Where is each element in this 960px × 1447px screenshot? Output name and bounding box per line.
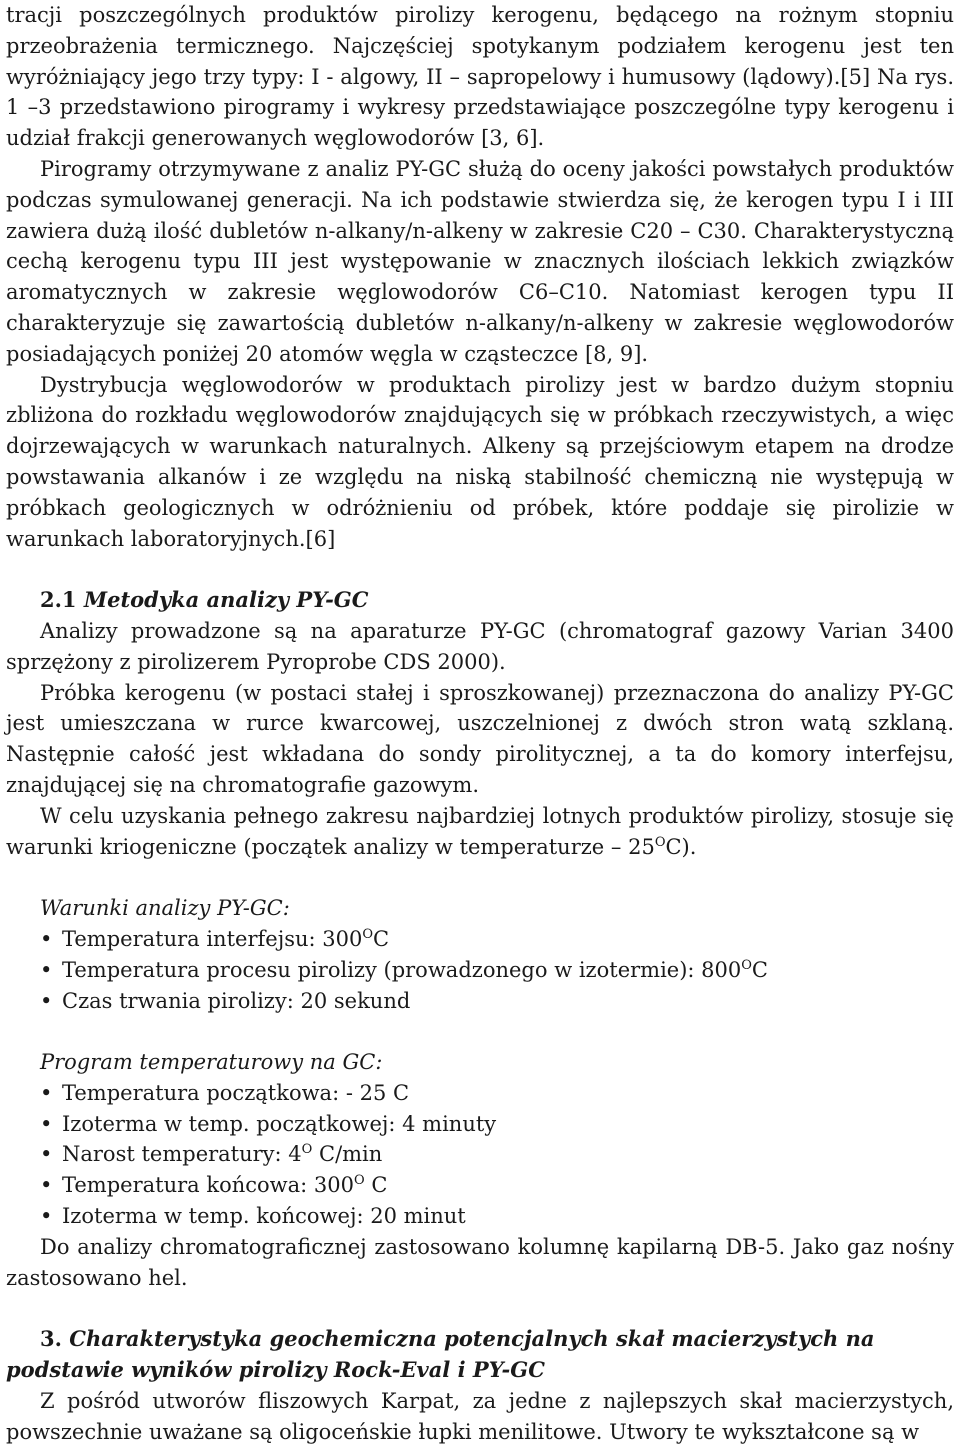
item-text: Izoterma w temp. początkowej: 4 minuty — [62, 1111, 497, 1136]
list-item — [40, 1201, 954, 1232]
list-item — [40, 955, 954, 986]
item-text: C/min — [312, 1142, 383, 1167]
item-text: Narost temperatury: 4 — [62, 1142, 302, 1167]
superscript: O — [353, 1173, 365, 1189]
text-run: W celu uzyskania pełnego zakresu najbardziej lotnych produktów pirolizy, stosuje się warunki kriogeniczne (początek analizy w temperaturze – 25 — [6, 803, 954, 859]
item-text: Temperatura końcowa: 300 — [62, 1173, 354, 1198]
item-text: C — [373, 926, 390, 951]
superscript: O — [741, 957, 752, 973]
list-item — [40, 986, 954, 1017]
spacer — [6, 862, 954, 893]
superscript: O — [362, 926, 374, 942]
list-item — [40, 924, 954, 955]
paragraph-probka: Próbka kerogenu (w postaci stałej i sproszkowanej) przeznaczona do analizy PY-GC jest umieszczana w rurce kwarcowej, uszczelnionej z dwóch stron watą szklaną. Następnie całość jest wkładana do sondy pirolitycznej, a ta do komory interfejsu, znajdującej się na chromatografie gazowym. — [6, 680, 954, 797]
list-item — [40, 1139, 954, 1170]
paragraph-dystrybucja: Dystrybucja węglowodorów w produktach pirolizy jest w bardzo dużym stopniu zbliżona do rozkładu węglowodorów znajdujących się w próbkach rzeczywistych, a więc dojrzewających w warunkach naturalnych. Alkeny są przejściowym etapem na drodze powstawania alkanów i ze względu na niską stabilność chemiczną nie występują w próbkach geologicznych w odróżnieniu od próbek, które poddaje się pirolizie w warunkach laboratoryjnych.[6] — [6, 372, 954, 551]
list-item — [40, 1109, 954, 1140]
item-text: C — [364, 1173, 388, 1198]
program-label: Program temperaturowy na GC: — [40, 1050, 383, 1075]
section-number: 3. — [40, 1326, 62, 1352]
superscript: O — [301, 1142, 313, 1158]
paragraph-intro: tracji poszczególnych produktów pirolizy kerogenu, będącego na rożnym stopniu przeobrażenia termicznego. Najczęściej spotykanym podziałem kerogenu jest ten wyróżniający jego trzy typy: I - algowy, II – sapropelowy i humusowy (lądowy).[5] Na rys. 1 –3 przedstawiono pirogramy i wykresy przedstawiające poszczególne typy kerogenu i udział frakcji generowanych węglowodorów [3, 6]. — [6, 3, 954, 151]
section-number: 2.1 — [40, 587, 77, 613]
item-text: Temperatura początkowa: - 25 C — [62, 1080, 410, 1105]
spacer — [6, 1293, 954, 1324]
item-text: Temperatura procesu pirolizy (prowadzonego w izotermie): 800 — [62, 957, 742, 982]
section-heading-2-1 — [6, 585, 954, 616]
spacer — [6, 1016, 954, 1047]
list-item — [40, 1078, 954, 1109]
list-item — [40, 1170, 954, 1201]
paragraph-pirogramy: Pirogramy otrzymywane z analiz PY-GC służą do oceny jakości powstałych produktów podczas symulowanej generacji. Na ich podstawie stwierdza się, że kerogen typu I i III zawiera dużą ilość dubletów n-alkany/n-alkeny w zakresie C20 – C30. Charakterystyczną cechą kerogenu typu III jest występowanie w znacznych ilościach lekkich związków aromatycznych w zakresie węglowodorów C6–C10. Natomiast kerogen typu II charakteryzuje się zawartością dubletów n-alkany/n-alkeny w zakresie węglowodorów posiadających poniżej 20 atomów węgla w cząsteczce [8, 9]. — [6, 156, 954, 366]
item-text: C — [751, 957, 768, 982]
text-run: C). — [665, 834, 697, 859]
section-title: Charakterystyka geochemiczna potencjalnych skał macierzystych na podstawie wyników pirolizy Rock-Eval i PY-GC — [6, 1326, 875, 1383]
warunki-label: Warunki analizy PY-GC: — [40, 896, 290, 921]
paragraph-analizy: Analizy prowadzone są na aparaturze PY-GC (chromatograf gazowy Varian 3400 sprzężony z pirolizerem Pyroprobe CDS 2000). — [6, 618, 954, 674]
section-heading-3 — [6, 1324, 954, 1386]
paragraph-fliszowe: Z pośród utworów fliszowych Karpat, za jedne z najlepszych skał macierzystych, powszechnie uważane są oligoceńskie łupki menilitowe. Utwory te wykształcone są w — [6, 1388, 954, 1444]
paragraph-kolumna: Do analizy chromatograficznej zastosowano kolumnę kapilarną DB-5. Jako gaz nośny zastosowano hel. — [6, 1234, 954, 1290]
section-title: Metodyka analizy PY-GC — [83, 587, 369, 613]
superscript: O — [654, 834, 666, 850]
item-text: Temperatura interfejsu: 300 — [62, 926, 363, 951]
item-text: Izoterma w temp. końcowej: 20 minut — [62, 1204, 466, 1229]
warunki-list — [6, 924, 954, 1016]
program-list — [6, 1078, 954, 1232]
spacer — [6, 554, 954, 585]
item-text: Czas trwania pirolizy: 20 sekund — [62, 988, 411, 1013]
paragraph-w-celu — [6, 801, 954, 863]
